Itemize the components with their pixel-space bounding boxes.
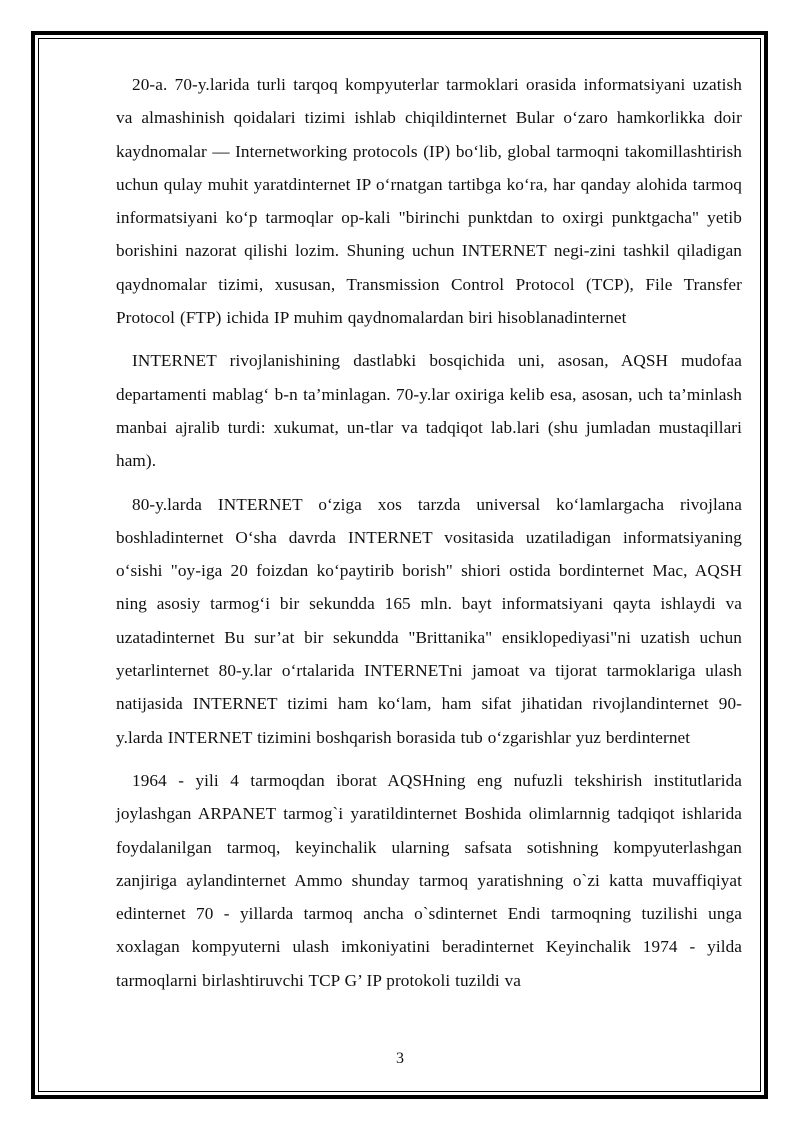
paragraph-3: 80-y.larda INTERNET o‘ziga xos tarzda universal ko‘lamlargacha rivojlana boshladinternet O‘sha davrda INTERNET vositasida uzatiladigan informatsiyaning o‘sishi "oy-iga 20 foizdan ko‘paytirib borish" shiori ostida bordinternet Mac, AQSH ning asosiy tarmog‘i bir sekundda 165 mln. bayt informatsiyani qayta ishlaydi va uzatadinternet Bu sur’at bir sekundda "Brittanika" ensiklopediyasi"ni uzatish uchun yetarlinternet 80-y.lar o‘rtalarida INTERNETni jamoat va tijorat tarmoklariga ulash natijasida INTERNET tizimi ham ko‘lam, ham sifat jihatidan rivojlandinternet 90-y.larda INTERNET tizimini boshqarish borasida tub o‘zgarishlar yuz berdinternet [116,494,742,747]
page-number: 3 [396,1050,404,1067]
paragraph-2: INTERNET rivojlanishining dastlabki bosqichida uni, asosan, AQSH mudofaa departamenti mablag‘ b-n ta’minlagan. 70-y.lar oxiriga kelib esa, asosan, uch ta’minlash manbai ajralib turdi: xukumat, un-tlar va tadqiqot lab.lari (shu jumladan mustaqillari ham). [116,351,742,471]
document-body [116,68,742,1007]
paragraph-4: 1964 - yili 4 tarmoqdan iborat AQSHning eng nufuzli tekshirish institutlarida joylashgan ARPANET tarmog`i yaratildinternet Boshida olimlarnnig tadqiqot ishlarida foydalanilgan tarmoq, keyinchalik ularning safsata sotishning kompyuterlashgan zanjiriga aylandinternet Ammo shunday tarmoq yaratishning o`zi katta muvaffiqiyat edinternet 70 - yillarda tarmoq ancha o`sdinternet Endi tarmoqning tuzilishi unga xoxlagan kompyuterni ulash imkoniyatini beradinternet Keyinchalik 1974 - yilda tarmoqlarni birlashtiruvchi TCP G’ IP protokoli tuzildi va [116,770,742,990]
paragraph-1: 20-a. 70-y.larida turli tarqoq kompyuterlar tarmoklari orasida informatsiyani uzatish va almashinish qoidalari tizimi ishlab chiqildinternet Bular o‘zaro hamkorlikka doir kaydnomalar — Internetworking protocols (IP) bo‘lib, global tarmoqni takomillashtirish uchun qulay muhit yaratdinternet IP o‘rnatgan tartibga ko‘ra, har qanday alohida tarmoq informatsiyani ko‘p tarmoqlar op-kali "birinchi punktdan to oxirgi punktgacha" yetib borishini nazorat qilishi lozim. Shuning uchun INTERNET negi-zini tashkil qiladigan qaydnomalar tizimi, xususan, Transmission Control Protocol (TCP), File Transfer Protocol (FTP) ichida IP muhim qaydnomalardan biri hisoblanadinternet [116,75,742,328]
